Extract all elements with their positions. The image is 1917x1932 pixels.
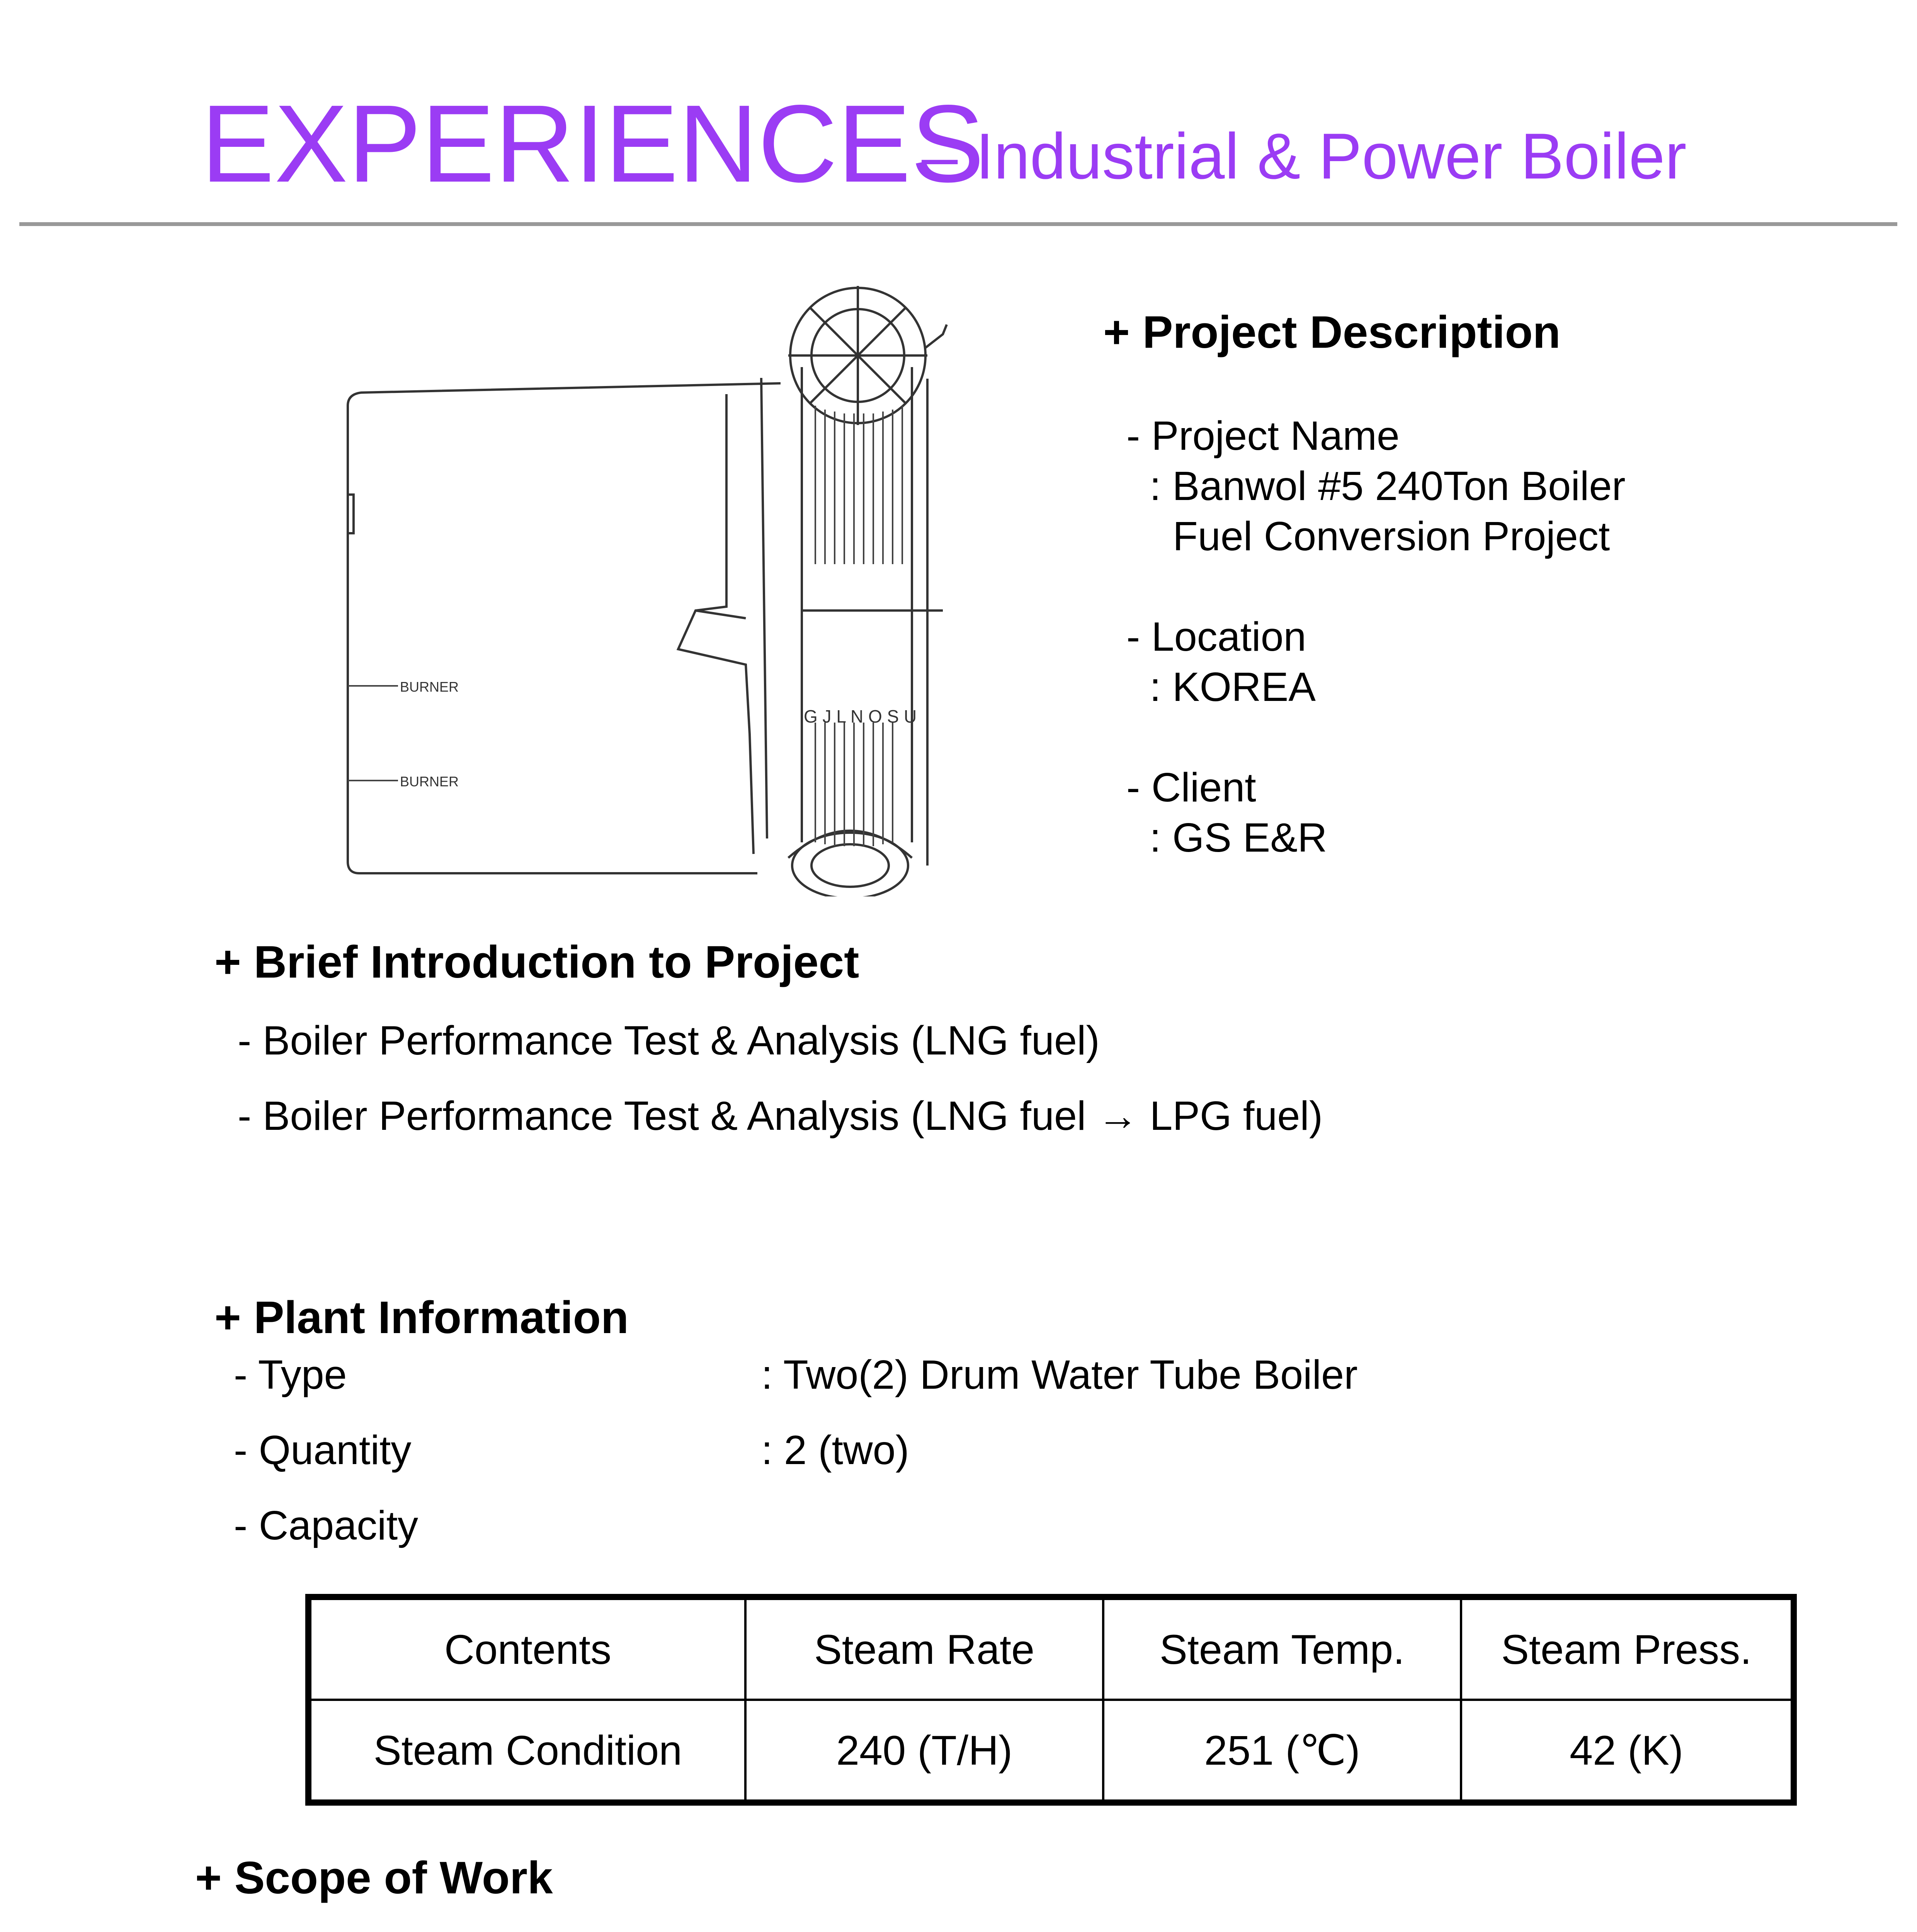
location-value: : KOREA	[1150, 664, 1316, 710]
table-header-row	[308, 1597, 1794, 1700]
brief-item: - Boiler Performance Test & Analysis (LNG fuel → LPG fuel)	[238, 1093, 1323, 1139]
project-name-value-cont: Fuel Conversion Project	[1173, 514, 1610, 559]
project-description-heading: + Project Description	[1103, 307, 1561, 358]
page-title: EXPERIENCES	[201, 82, 985, 205]
burner-label: BURNER	[400, 679, 459, 695]
burner-label: BURNER	[400, 774, 459, 789]
location-label: - Location	[1126, 614, 1306, 660]
scope-of-work-heading: + Scope of Work	[195, 1852, 553, 1903]
capacity-table	[305, 1594, 1797, 1806]
table-row	[308, 1700, 1794, 1803]
header-divider	[19, 222, 1897, 226]
table-header-cell: Contents	[308, 1597, 745, 1700]
table-cell: 240 (T/H)	[745, 1700, 1103, 1803]
boiler-diagram	[325, 278, 958, 896]
quantity-label: - Quantity	[234, 1427, 412, 1473]
capacity-label: - Capacity	[234, 1503, 418, 1548]
table-cell: Steam Condition	[308, 1700, 745, 1803]
table-cell: 42 (K)	[1461, 1700, 1794, 1803]
table-header-cell: Steam Press.	[1461, 1597, 1794, 1700]
brief-item: - Boiler Performance Test & Analysis (LNG fuel)	[238, 1018, 1100, 1063]
table-cell: 251 (℃)	[1103, 1700, 1461, 1803]
type-value: : Two(2) Drum Water Tube Boiler	[761, 1352, 1358, 1398]
client-label: - Client	[1126, 765, 1256, 810]
page-subtitle: – Industrial & Power Boiler	[922, 120, 1687, 192]
table-header-cell: Steam Temp.	[1103, 1597, 1461, 1700]
plant-information-heading: + Plant Information	[214, 1292, 629, 1343]
brief-introduction-heading: + Brief Introduction to Project	[214, 937, 859, 988]
table-header-cell: Steam Rate	[745, 1597, 1103, 1700]
tube-row-letters: G J L N O S U	[804, 706, 917, 726]
client-value: : GS E&R	[1150, 815, 1327, 861]
type-label: - Type	[234, 1352, 347, 1398]
project-name-value: : Banwol #5 240Ton Boiler	[1150, 463, 1626, 509]
project-name-label: - Project Name	[1126, 413, 1400, 459]
quantity-value: : 2 (two)	[761, 1427, 909, 1473]
